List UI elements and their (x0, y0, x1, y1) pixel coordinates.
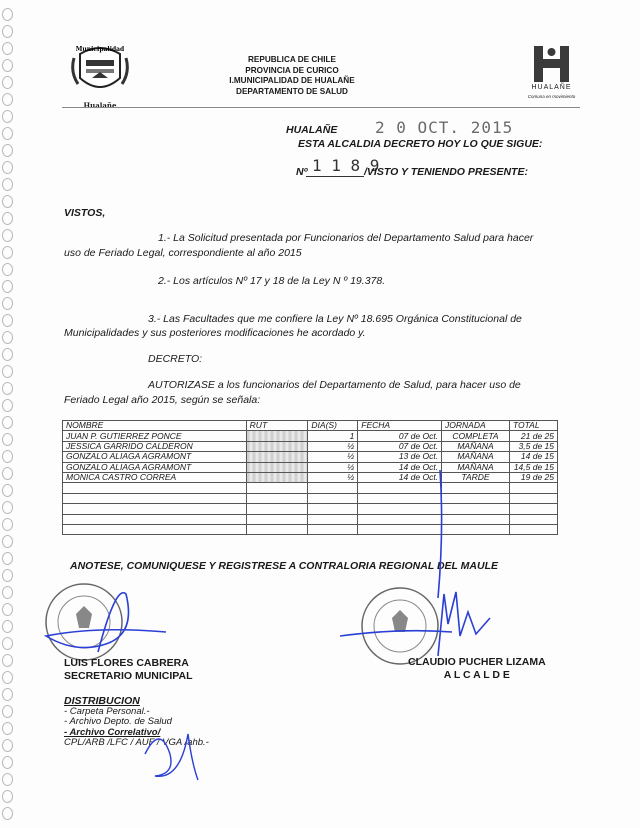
table-cell: 14 de Oct. (358, 462, 442, 472)
binder-hole (2, 297, 13, 310)
table-row-empty (63, 514, 558, 524)
distribution-item: - Carpeta Personal.- (64, 705, 150, 717)
binder-hole (2, 705, 13, 718)
table-cell (358, 514, 442, 524)
table-cell: MONICA CASTRO CORREA (63, 472, 247, 482)
binder-hole (2, 76, 13, 89)
binder-hole (2, 756, 13, 769)
table-row-empty (63, 483, 558, 493)
letterhead (212, 55, 372, 97)
table-cell: 07 de Oct. (358, 431, 442, 441)
logo-tagline: Comuna en movimiento (527, 94, 576, 99)
column-header: FECHA (358, 421, 442, 431)
binder-hole (2, 586, 13, 599)
binder-hole (2, 790, 13, 803)
table-cell (246, 493, 308, 503)
binder-hole (2, 773, 13, 786)
table-cell: ½ (308, 441, 358, 451)
secretary-name: LUIS FLORES CABRERA (64, 657, 189, 669)
binder-hole (2, 518, 13, 531)
table-cell (63, 524, 247, 534)
vistos-heading: VISTOS, (64, 207, 106, 219)
binder-hole (2, 263, 13, 276)
secretary-title: SECRETARIO MUNICIPAL (64, 670, 193, 682)
table-cell (246, 514, 308, 524)
logo-name: HUALAÑE (531, 84, 572, 91)
initials-scribble (140, 714, 210, 784)
binder-hole (2, 365, 13, 378)
mayor-name: CLAUDIO PUCHER LIZAMA (408, 656, 546, 668)
table-cell (509, 504, 557, 514)
number-underline (306, 176, 364, 177)
decree-intro: ESTA ALCALDIA DECRETO HOY LO QUE SIGUE: (298, 138, 543, 150)
table-cell: 13 de Oct. (358, 452, 442, 462)
binder-hole (2, 416, 13, 429)
table-cell (246, 504, 308, 514)
mayor-title: A L C A L D E (443, 669, 510, 681)
table-cell: 21 de 25 (509, 431, 557, 441)
table-cell (308, 514, 358, 524)
table-cell: GONZALO ALIAGA AGRAMONT (63, 452, 247, 462)
header-line: DEPARTAMENTO DE SALUD (236, 86, 348, 96)
municipal-crest: Municipalidad Hualañe (70, 42, 130, 108)
binder-hole (2, 501, 13, 514)
binder-hole (2, 807, 13, 820)
decree-place: HUALAÑE (286, 124, 338, 136)
table-cell: MAÑANA (442, 452, 510, 462)
table-row-empty (63, 493, 558, 503)
table-cell: 14 de 15 (509, 452, 557, 462)
table-cell (246, 524, 308, 534)
header-line: PROVINCIA DE CURICO (245, 65, 339, 75)
table-row-empty (63, 524, 558, 534)
binder-hole (2, 178, 13, 191)
decree-number-label: Nº (296, 166, 308, 178)
binder-hole (2, 535, 13, 548)
table-cell: COMPLETA (442, 431, 510, 441)
column-header: JORNADA (442, 421, 510, 431)
distribution-item: - Archivo Correlativo/ (64, 726, 161, 738)
table-cell: ½ (308, 462, 358, 472)
decree-number: 1 1 8 9 (312, 156, 380, 175)
table-cell (509, 514, 557, 524)
paragraph-2: 2.- Los artículos Nº 17 y 18 de la Ley N º 19.378. (158, 275, 386, 287)
header-divider (62, 107, 580, 108)
binder-hole (2, 637, 13, 650)
binder-hole (2, 280, 13, 293)
table-row (63, 431, 558, 441)
binder-hole (2, 229, 13, 242)
distribution-item: - Archivo Depto. de Salud (64, 716, 172, 727)
date-stamp: 2 0 OCT. 2015 (375, 118, 514, 137)
table-cell (246, 483, 308, 493)
binder-hole (2, 552, 13, 565)
binder-hole (2, 348, 13, 361)
table-row (63, 452, 558, 462)
table-cell (63, 493, 247, 503)
distribution-item: CPL/ARB /LFC / AUF / VGA /ahb.- (64, 737, 209, 748)
table-cell (358, 483, 442, 493)
leave-table (62, 420, 558, 535)
table-cell (509, 493, 557, 503)
table-cell: 14 de Oct. (358, 472, 442, 482)
table-cell: ½ (308, 452, 358, 462)
table-cell (246, 452, 308, 462)
table-cell: 1 (308, 431, 358, 441)
paragraph-1-cont: uso de Feriado Legal, correspondiente al año 2015 (64, 247, 302, 259)
table-cell: MAÑANA (442, 441, 510, 451)
table-cell (63, 514, 247, 524)
table-cell (308, 524, 358, 534)
mayor-signature-block (408, 656, 546, 682)
binder-hole (2, 8, 13, 21)
table-cell: ½ (308, 472, 358, 482)
column-header: TOTAL (509, 421, 557, 431)
table-cell (509, 524, 557, 534)
binder-hole (2, 722, 13, 735)
binder-hole (2, 569, 13, 582)
table-header-row (63, 421, 558, 431)
svg-text:Municipalidad: Municipalidad (75, 46, 125, 53)
header-line: REPUBLICA DE CHILE (248, 55, 336, 64)
paragraph-1: 1.- La Solicitud presentada por Funcionarios del Departamento Salud para hacer (158, 232, 534, 244)
table-cell (442, 493, 510, 503)
table-cell: GONZALO ALIAGA AGRAMONT (63, 462, 247, 472)
table-cell (358, 504, 442, 514)
table-cell (308, 504, 358, 514)
header-line: I.MUNICIPALIDAD DE HUALAÑE (229, 76, 355, 85)
paragraph-3: 3.- Las Facultades que me confiere la Ley Nº 18.695 Orgánica Constitucional de (148, 313, 522, 325)
table-cell: MAÑANA (442, 462, 510, 472)
table-cell: 07 de Oct. (358, 441, 442, 451)
table-cell (63, 504, 247, 514)
table-cell: 3,5 de 15 (509, 441, 557, 451)
hualane-logo (524, 44, 579, 104)
binder-hole (2, 654, 13, 667)
binder-hole (2, 739, 13, 752)
table-cell: 14,5 de 15 (509, 462, 557, 472)
binder-hole (2, 93, 13, 106)
binder-hole (2, 110, 13, 123)
table-cell (442, 514, 510, 524)
table-cell (442, 504, 510, 514)
binder-hole (2, 144, 13, 157)
paragraph-3-cont: Municipalidades y sus posteriores modificaciones he acordado y. (64, 327, 366, 339)
visto-heading: /VISTO Y TENIENDO PRESENTE: (364, 166, 528, 178)
table-cell: JUAN P. GUTIERREZ PONCE (63, 431, 247, 441)
binder-hole (2, 25, 13, 38)
table-row (63, 472, 558, 482)
closing-statement: ANOTESE, COMUNIQUESE Y REGISTRESE A CONTRALORIA REGIONAL DEL MAULE (70, 560, 499, 572)
binder-hole (2, 603, 13, 616)
table-cell (246, 441, 308, 451)
table-cell: TARDE (442, 472, 510, 482)
table-cell (246, 472, 308, 482)
binder-hole (2, 382, 13, 395)
table-cell (442, 483, 510, 493)
table-cell (308, 493, 358, 503)
binder-hole (2, 450, 13, 463)
table-cell (509, 483, 557, 493)
table-cell (442, 524, 510, 534)
column-header: RUT (246, 421, 308, 431)
binder-hole (2, 484, 13, 497)
table-row-empty (63, 504, 558, 514)
distribution-title: DISTRIBUCION (64, 695, 140, 707)
column-header: DIA(S) (308, 421, 358, 431)
binder-hole (2, 59, 13, 72)
binder-hole (2, 688, 13, 701)
table-cell (246, 431, 308, 441)
signature-stroke (430, 470, 450, 600)
table-cell: 19 de 25 (509, 472, 557, 482)
table-cell (246, 462, 308, 472)
binder-holes (0, 0, 16, 828)
binder-hole (2, 314, 13, 327)
binder-hole (2, 620, 13, 633)
table-cell (308, 483, 358, 493)
binder-hole (2, 127, 13, 140)
binder-hole (2, 433, 13, 446)
binder-hole (2, 42, 13, 55)
binder-hole (2, 246, 13, 259)
table-row (63, 441, 558, 451)
table-cell (63, 483, 247, 493)
binder-hole (2, 331, 13, 344)
binder-hole (2, 467, 13, 480)
authorization-cont: Feriado Legal año 2015, según se señala: (64, 394, 261, 406)
table-cell (358, 493, 442, 503)
column-header: NOMBRE (63, 421, 247, 431)
binder-hole (2, 212, 13, 225)
binder-hole (2, 671, 13, 684)
binder-hole (2, 399, 13, 412)
secretary-signature-block (64, 657, 193, 683)
authorization: AUTORIZASE a los funcionarios del Departamento de Salud, para hacer uso de (148, 379, 521, 391)
table-row (63, 462, 558, 472)
binder-hole (2, 161, 13, 174)
table-cell (358, 524, 442, 534)
decreto-heading: DECRETO: (148, 353, 203, 365)
binder-hole (2, 195, 13, 208)
table-cell: JESSICA GARRIDO CALDERON (63, 441, 247, 451)
